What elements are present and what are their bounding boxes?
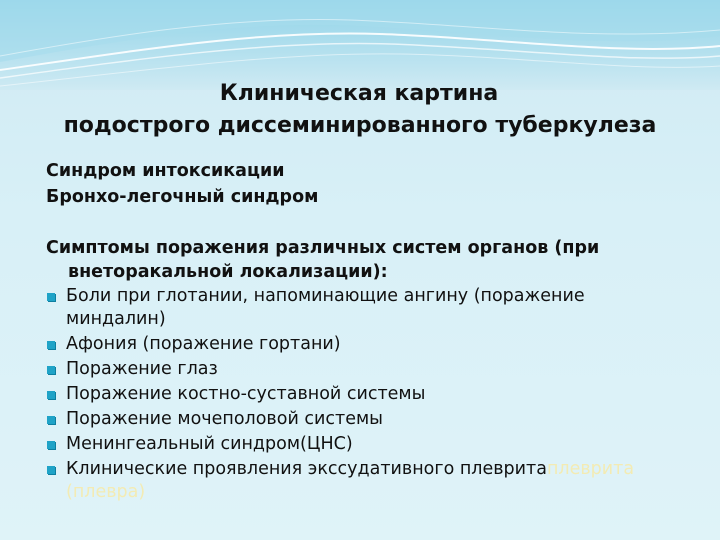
list-item-text: Боли при глотании, напоминающие ангину (поражение миндалин) (66, 286, 585, 329)
list-item (46, 458, 686, 504)
syndrome-broncho-pulmonary: Бронхо-легочный синдром (46, 187, 319, 207)
list-item (46, 333, 686, 356)
list-item (46, 408, 686, 431)
title-line-1: Клиническая картина (219, 81, 499, 106)
list-item-text: Клинические проявления экссудативного плеврита (66, 459, 547, 479)
list-item (46, 433, 686, 456)
slide-body (46, 158, 686, 506)
list-item (46, 358, 686, 381)
list-item-text: Поражение костно-суставной системы (66, 384, 426, 404)
syndrome-intoxication: Синдром интоксикации (46, 161, 285, 181)
symptoms-list (46, 285, 686, 504)
slide-title (0, 78, 720, 142)
spacer (46, 210, 686, 236)
list-item-text: Афония (поражение гортани) (66, 334, 341, 354)
square-bullet-icon (47, 366, 55, 374)
wave-decoration (0, 0, 720, 90)
square-bullet-icon (47, 391, 55, 399)
list-item-text: Поражение мочеполовой системы (66, 409, 383, 429)
list-item (46, 383, 686, 406)
list-item-text: Поражение глаз (66, 359, 218, 379)
symptoms-heading: Симптомы поражения различных систем органов (при внеторакальной локализации): (46, 238, 600, 282)
list-item (46, 285, 686, 331)
title-line-2: подострого диссеминированного туберкулеза (63, 113, 657, 138)
square-bullet-icon (47, 341, 55, 349)
square-bullet-icon (47, 293, 55, 301)
square-bullet-icon (47, 466, 55, 474)
faint-overlay-text: плеврита (плевра) (66, 459, 635, 502)
square-bullet-icon (47, 441, 55, 449)
list-item-text: Менингеальный синдром(ЦНС) (66, 434, 353, 454)
square-bullet-icon (47, 416, 55, 424)
